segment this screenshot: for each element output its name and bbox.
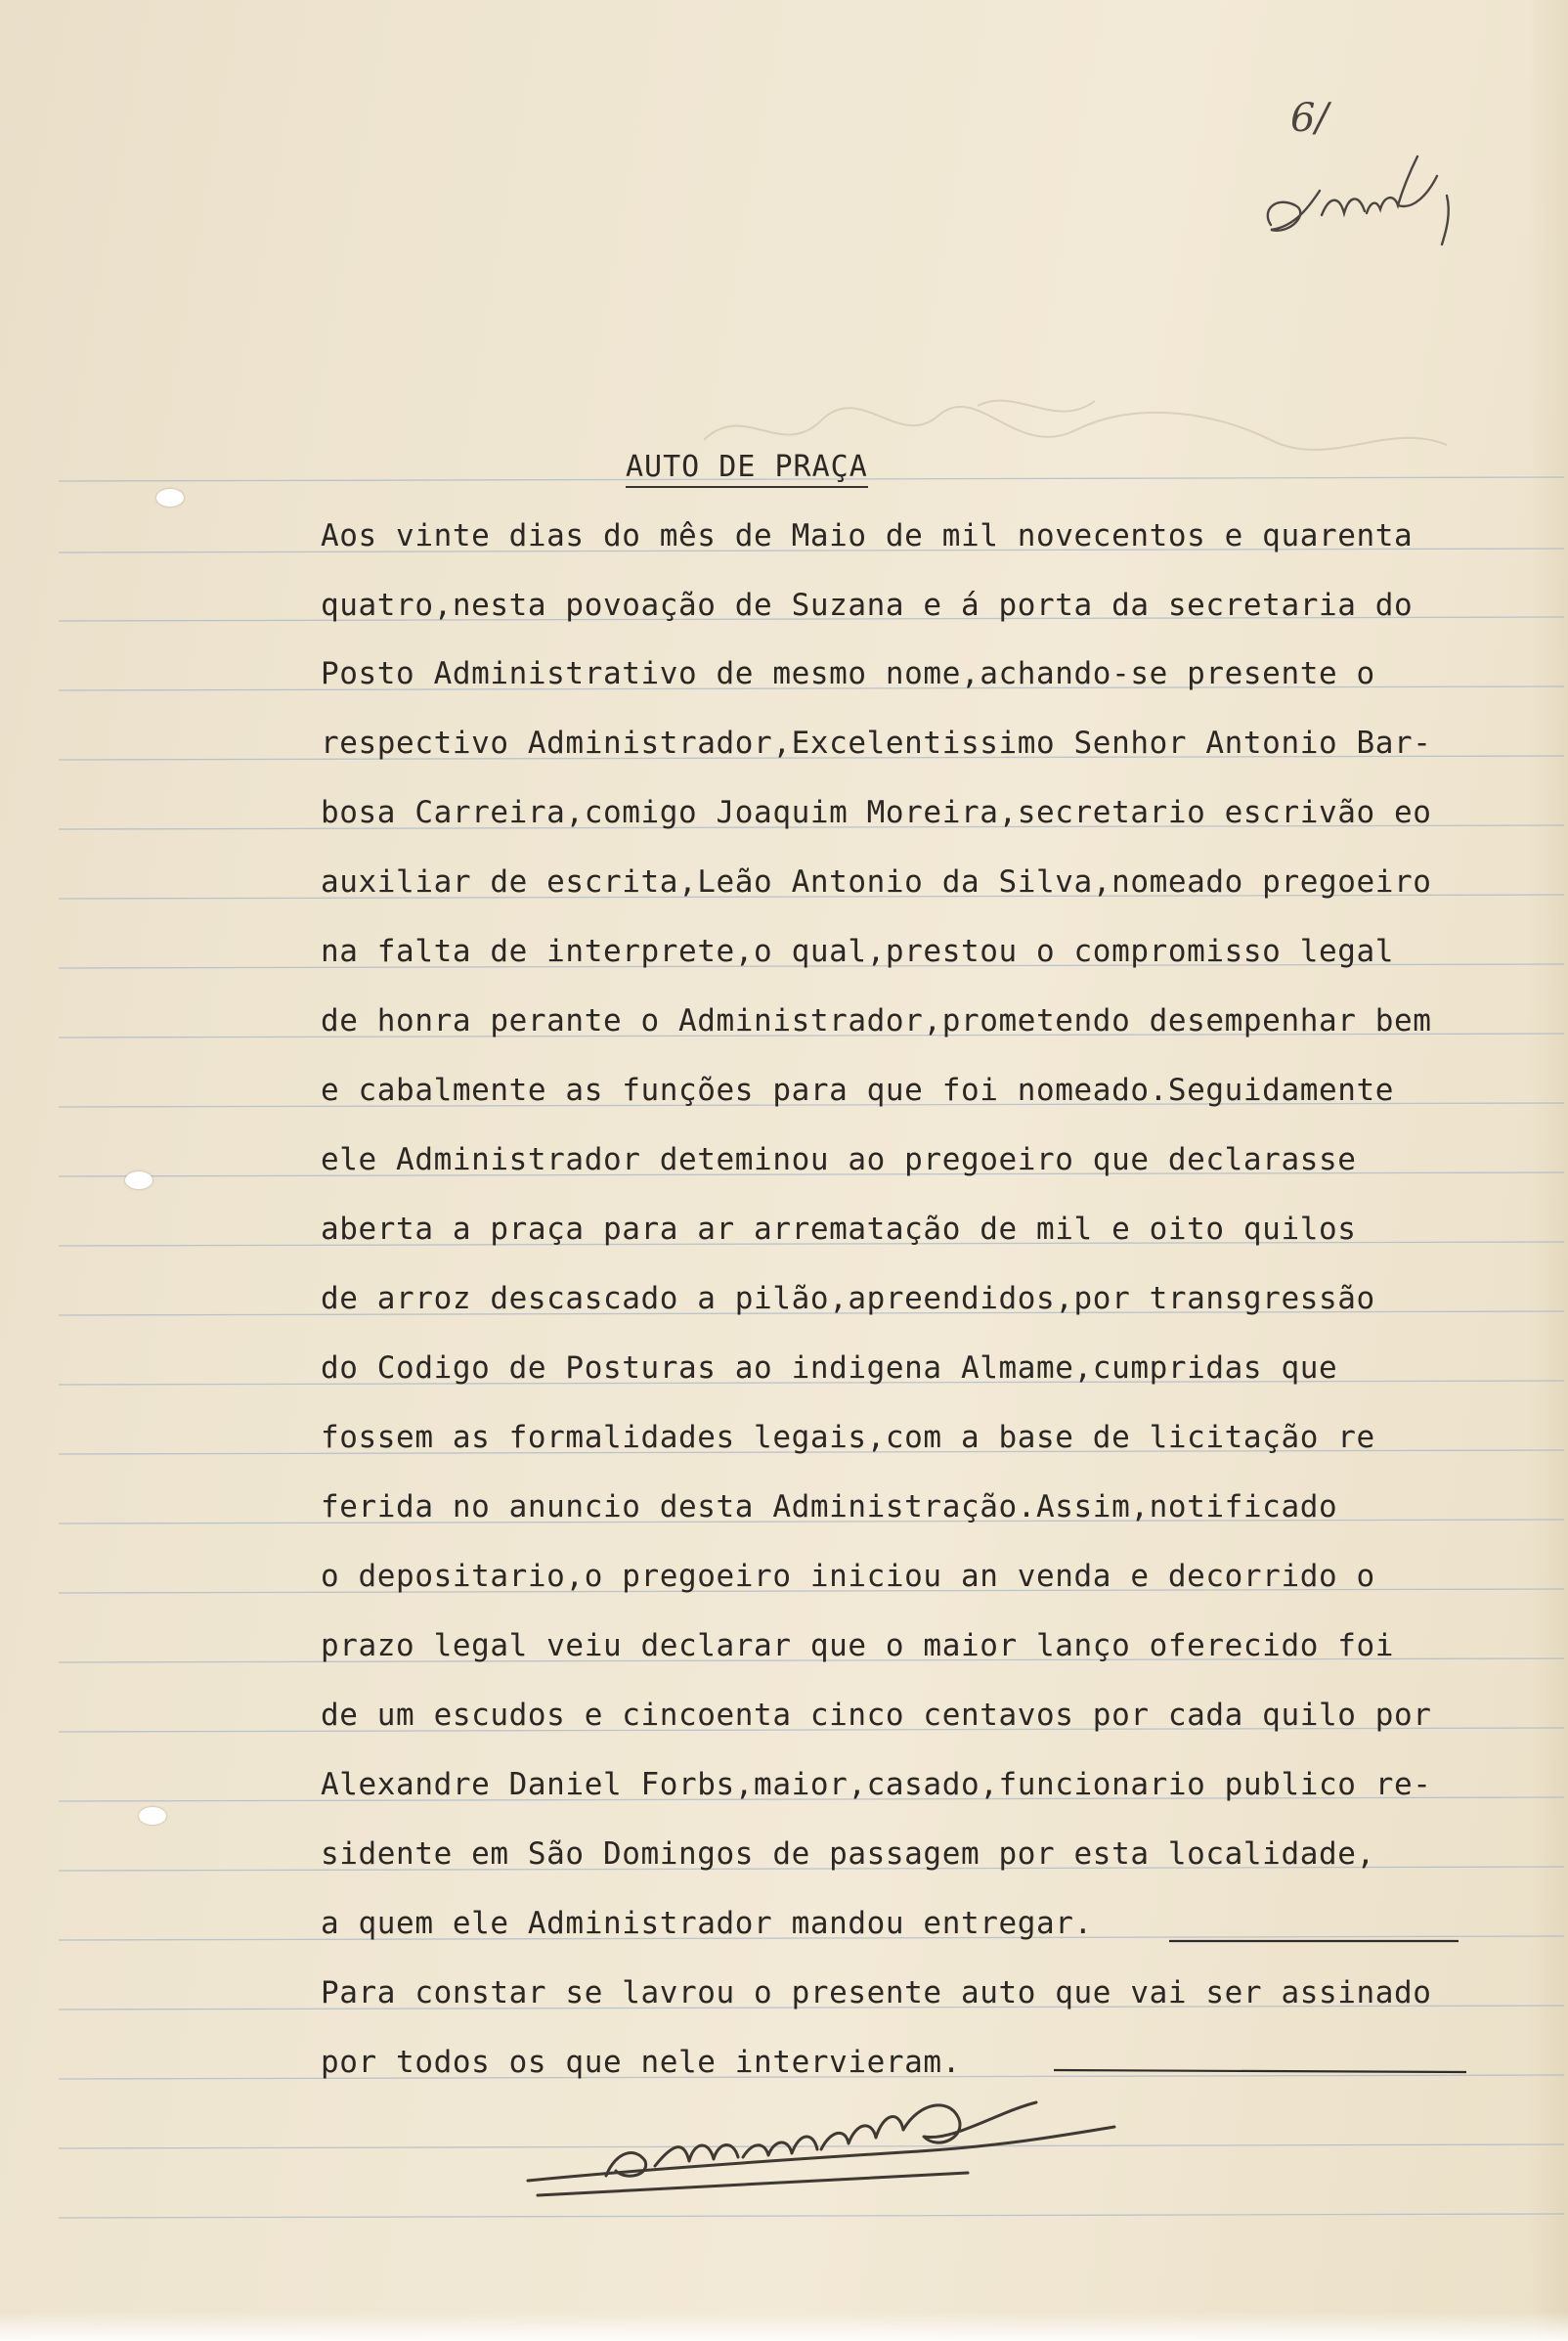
text-line: auxiliar de escrita,Leão Antonio da Silva,nomeado pregoeiro [321,864,1432,900]
text-line: a quem ele Administrador mandou entregar. [321,1906,1093,1941]
text-line: Alexandre Daniel Forbs,maior,casado,funcionario publico re- [321,1767,1432,1802]
text-line: Posto Administrativo de mesmo nome,achando-se presente o [321,656,1375,691]
text-line: de honra perante o Administrador,prometendo desempenhar bem [321,1003,1432,1038]
text-line: prazo legal veiu declarar que o maior lanço oferecido foi [321,1628,1395,1663]
text-line: fossem as formalidades legais,com a base de licitação re [321,1420,1375,1455]
text-line: Para constar se lavrou o presente auto que vai ser assinado [321,1975,1432,2010]
text-line: ferida no anuncio desta Administração.Assim,notificado [321,1489,1338,1524]
punch-hole [125,1171,152,1189]
text-line: de um escudos e cincoenta cinco centavos por cada quilo por [321,1698,1432,1733]
text-line: respectivo Administrador,Excelentissimo Senhor Antonio Bar- [321,726,1432,761]
text-line: bosa Carreira,comigo Joaquim Moreira,secretario escrivão eo [321,795,1432,830]
text-line: do Codigo de Posturas ao indigena Almame,cumpridas que [321,1350,1338,1386]
paper-edge-shadow [1529,0,1568,2341]
folio-number: 6/ [1290,96,1328,141]
paper-bottom-edge [0,2312,1568,2341]
text-line: Aos vinte dias do mês de Maio de mil novecentos e quarenta [321,518,1414,553]
document-title-text: AUTO DE PRAÇA [626,450,868,488]
handwritten-signature [508,2083,1193,2220]
punch-hole [139,1807,166,1825]
text-line: na falta de interprete,o qual,prestou o compromisso legal [321,934,1395,969]
text-line: quatro,nesta povoação de Suzana e á porta da secretaria do [321,588,1414,623]
text-line: aberta a praça para ar arrematação de mil e oito quilos [321,1212,1357,1247]
text-line: ele Administrador deteminou ao pregoeiro que declarasse [321,1142,1357,1177]
text-line: de arroz descascado a pilão,apreendidos,por transgressão [321,1281,1375,1316]
text-line: o depositario,o pregoeiro iniciou an venda e decorrido o [321,1559,1375,1594]
punch-hole [156,489,184,507]
text-line: sidente em São Domingos de passagem por esta localidade, [321,1836,1375,1872]
document-title [626,450,868,484]
handwritten-initials [1251,137,1476,254]
text-line: e cabalmente as funções para que foi nomeado.Seguidamente [321,1073,1395,1108]
text-line: por todos os que nele intervieram. [321,2045,961,2080]
